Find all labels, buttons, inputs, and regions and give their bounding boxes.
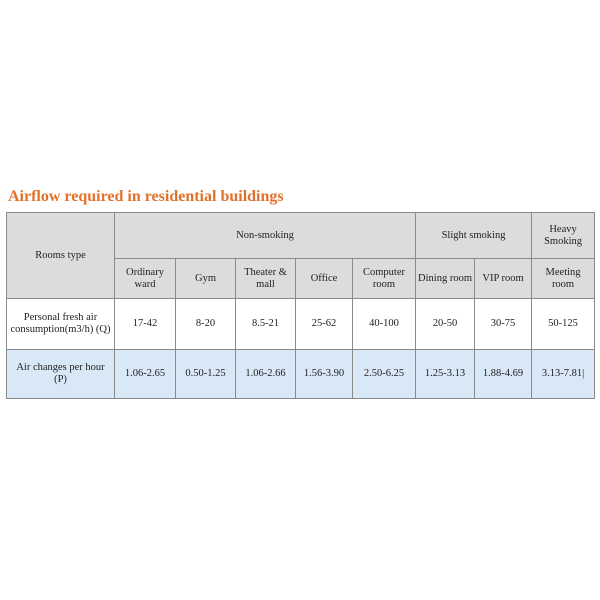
row-label-fresh-air: Personal fresh air consumption(m3/h) (Q) — [7, 299, 115, 350]
table-cell: 3.13-7.81| — [532, 350, 595, 399]
heavy-smoking-group-header: Heavy Smoking — [532, 213, 595, 259]
table-cell: 30-75 — [475, 299, 532, 350]
airflow-table — [6, 212, 595, 399]
room-header-gym: Gym — [176, 259, 236, 299]
table-cell: 8-20 — [176, 299, 236, 350]
table-cell: 40-100 — [353, 299, 416, 350]
room-header-theater-mall: Theater & mall — [236, 259, 296, 299]
table-cell: 50-125 — [532, 299, 595, 350]
table-row — [7, 299, 595, 350]
table-cell: 8.5-21 — [236, 299, 296, 350]
table-cell: 20-50 — [416, 299, 475, 350]
room-header-ordinary-ward: Ordinary ward — [115, 259, 176, 299]
room-header-computer-room: Computer room — [353, 259, 416, 299]
table-cell: 0.50-1.25 — [176, 350, 236, 399]
table-cell: 17-42 — [115, 299, 176, 350]
row-label-air-changes: Air changes per hour (P) — [7, 350, 115, 399]
table-cell: 1.25-3.13 — [416, 350, 475, 399]
page-title: Airflow required in residential buildings — [8, 188, 284, 205]
table-cell: 1.88-4.69 — [475, 350, 532, 399]
room-header-meeting-room: Meeting room — [532, 259, 595, 299]
table-cell: 2.50-6.25 — [353, 350, 416, 399]
table-cell: 1.06-2.65 — [115, 350, 176, 399]
non-smoking-group-header: Non-smoking — [115, 213, 416, 259]
slight-smoking-group-header: Slight smoking — [416, 213, 532, 259]
rooms-type-header: Rooms type — [7, 213, 115, 299]
room-header-vip-room: VIP room — [475, 259, 532, 299]
table-cell: 1.06-2.66 — [236, 350, 296, 399]
room-header-office: Office — [296, 259, 353, 299]
table-cell: 1.56-3.90 — [296, 350, 353, 399]
table-row — [7, 350, 595, 399]
room-header-dining-room: Dining room — [416, 259, 475, 299]
table-cell: 25-62 — [296, 299, 353, 350]
